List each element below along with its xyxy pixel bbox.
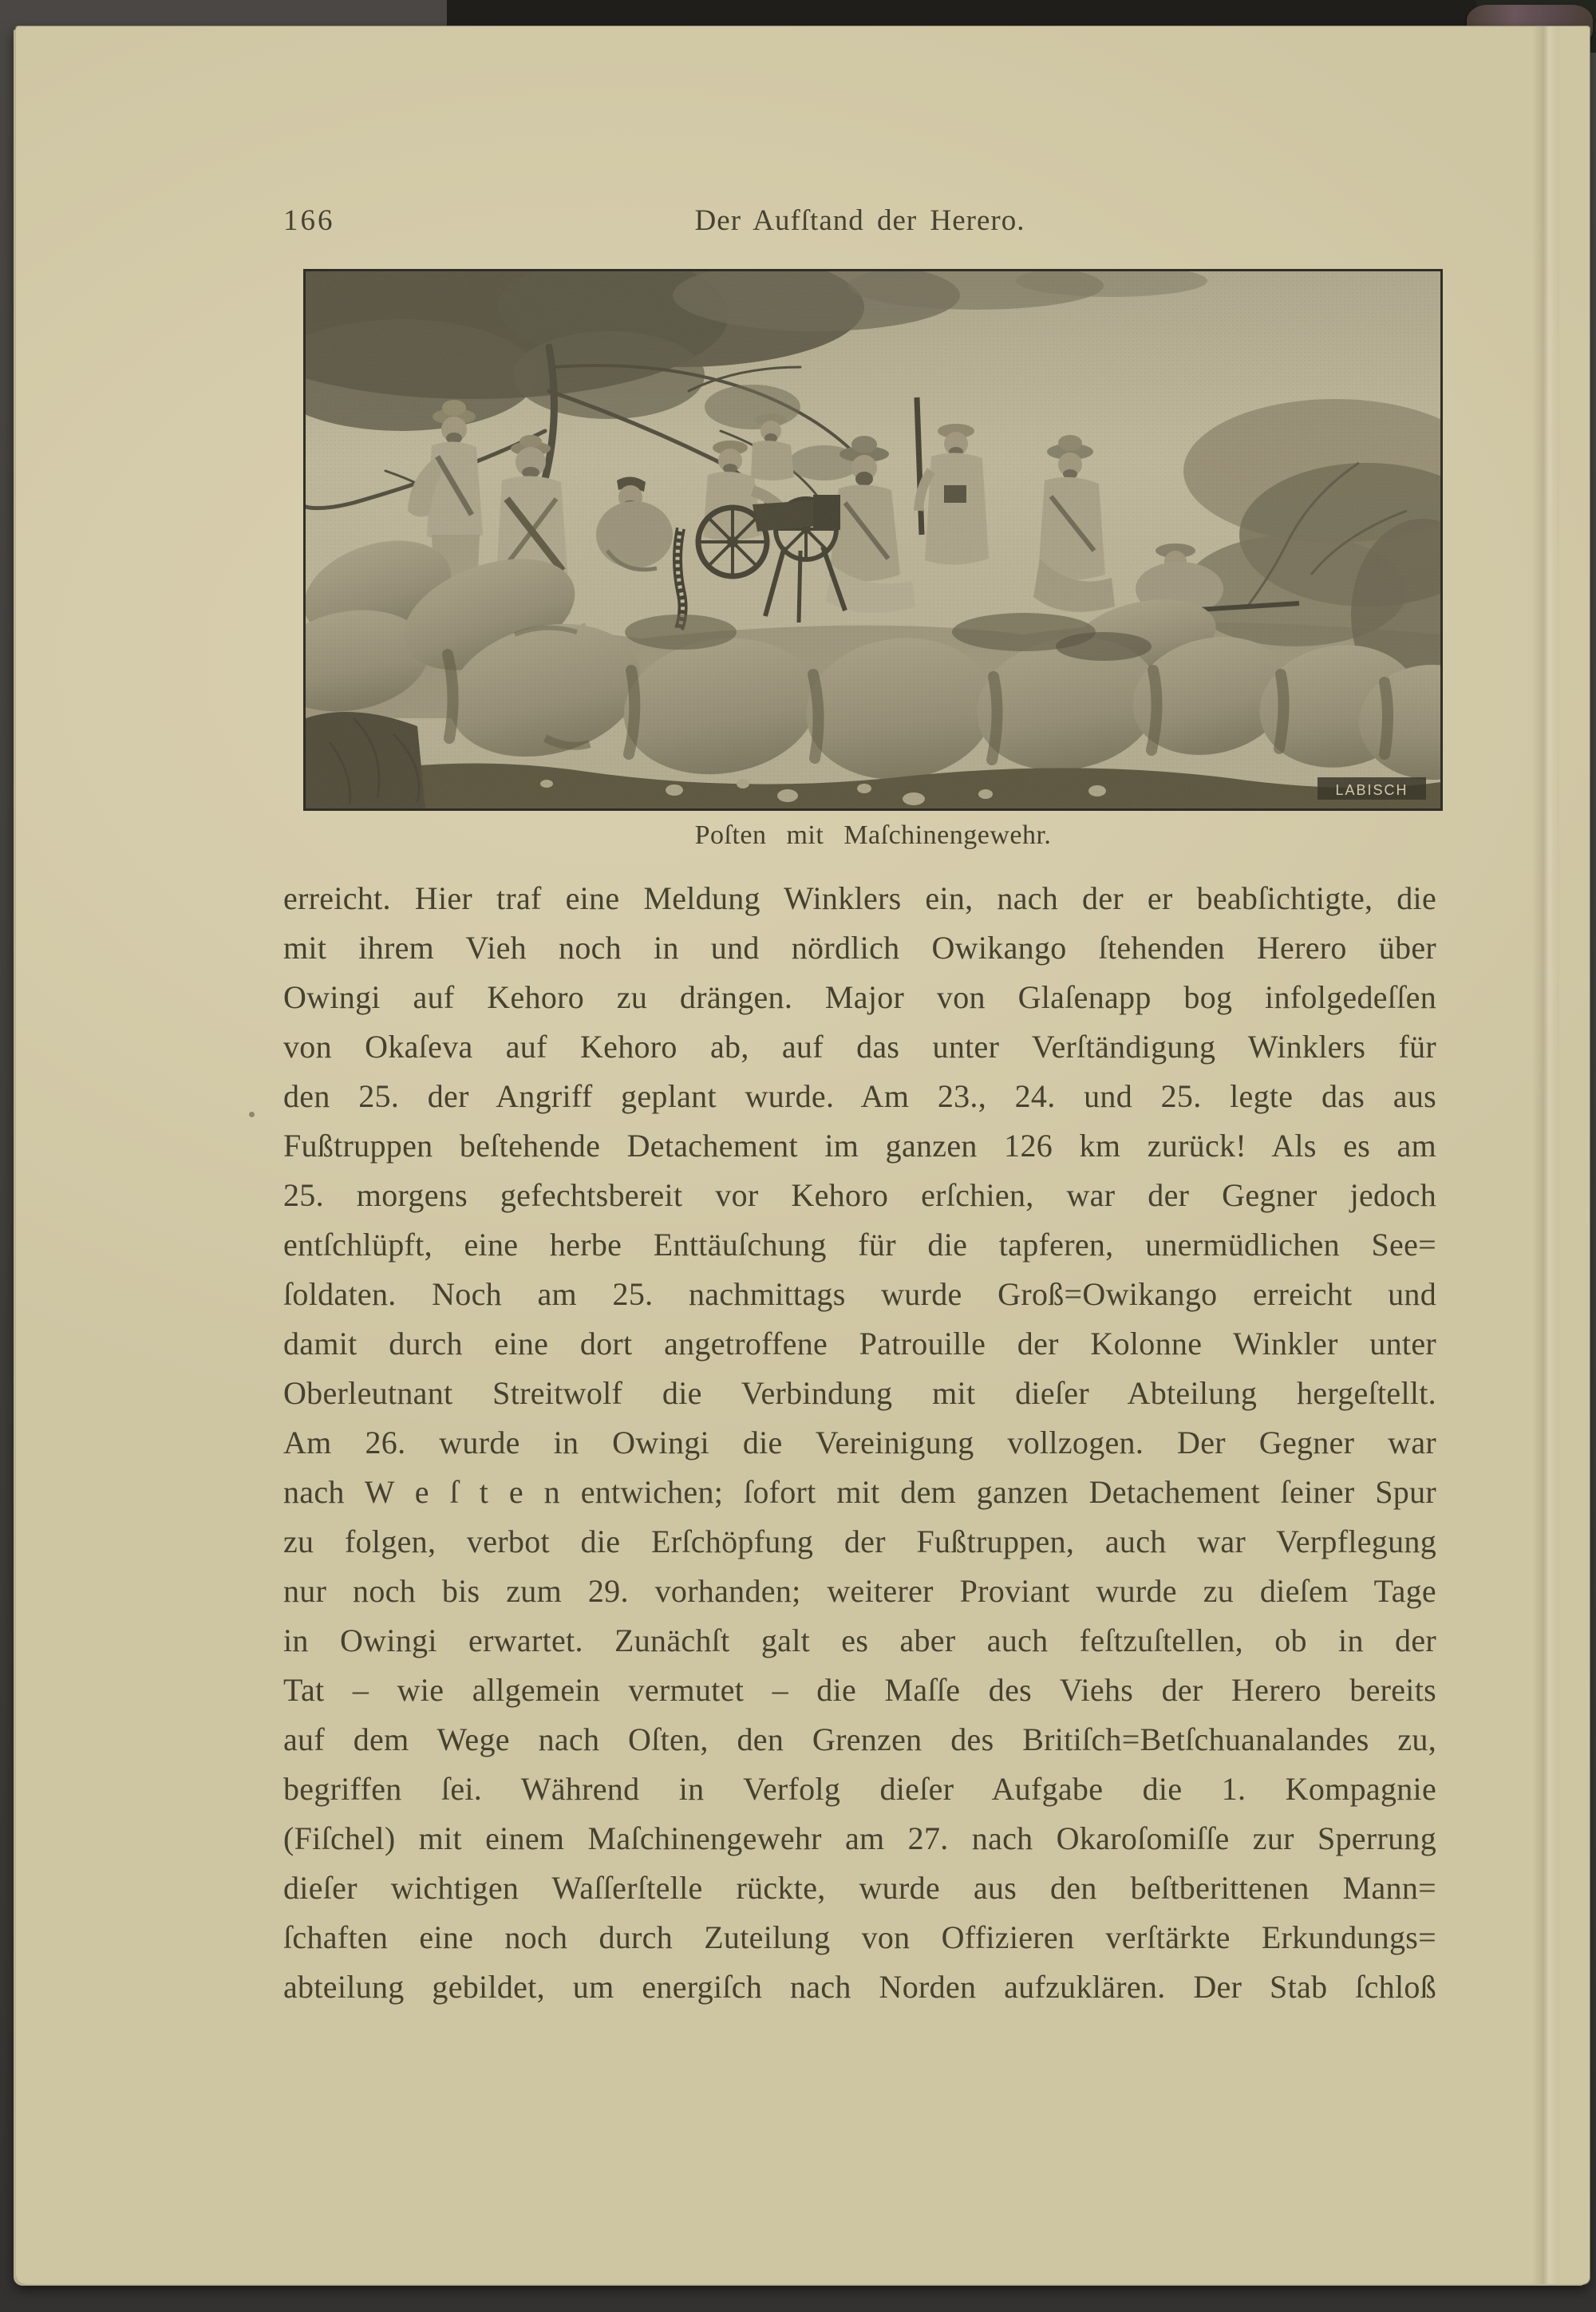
text-line: erreicht. Hier traf eine Meldung Winklers ein, nach der er beabſichtigte, die [283, 880, 1436, 916]
text-line: dieſer wichtigen Waſſerſtelle rückte, wurde aus den beſtberittenen Mann= [283, 1870, 1436, 1906]
text-line: zu folgen, verbot die Erſchöpfung der Fußtruppen, auch war Verpflegung [283, 1524, 1436, 1559]
text-line: damit durch eine dort angetroffene Patrouille der Kolonne Winkler unter [283, 1326, 1436, 1362]
page-crease [1532, 26, 1559, 2284]
text-line: begriffen ſei. Während in Verfolg dieſer Aufgabe die 1. Kompagnie [283, 1771, 1436, 1807]
text-line: in Owingi erwartet. Zunächſt galt es aber auch feſtzuſtellen, ob in der [283, 1622, 1436, 1658]
text-line: von Okaſeva auf Kehoro ab, auf das unter Verſtändigung Winklers für [283, 1029, 1436, 1065]
text-line: Oberleutnant Streitwolf die Verbindung mit dieſer Abteilung hergeſtellt. [283, 1375, 1436, 1411]
text-line: abteilung gebildet, um energiſch nach Norden aufzuklären. Der Stab ſchloß [283, 1969, 1436, 2005]
text-line: ſoldaten. Noch am 25. nachmittags wurde Groß=Owikango erreicht und [283, 1276, 1436, 1312]
text-line: Tat – wie allgemein vermutet – die Maſſe des Viehs der Herero bereits [283, 1672, 1436, 1708]
text-line: entſchlüpft, eine herbe Enttäuſchung für die tapferen, unermüdlichen See= [283, 1227, 1436, 1263]
photo-watermark: LABISCH [1335, 782, 1408, 798]
text-line: Owingi auf Kehoro zu drängen. Major von Glaſenapp bog infolgedeſſen [283, 979, 1436, 1015]
text-line: nach W e ſ t e n entwichen; ſofort mit dem ganzen Detachement ſeiner Spur [283, 1474, 1436, 1510]
text-line: (Fiſchel) mit einem Maſchinengewehr am 27. nach Okaroſomiſſe zur Sperrung [283, 1820, 1436, 1856]
photo-caption: Poſten mit Maſchinengewehr. [694, 820, 1052, 850]
body-text [283, 874, 1436, 2012]
text-line: ſchaften eine noch durch Zuteilung von Offizieren verſtärkte Erkundungs= [283, 1919, 1436, 1955]
text-line: Fußtruppen beſtehende Detachement im ganzen 126 km zurück! Als es am [283, 1128, 1436, 1164]
text-line: Am 26. wurde in Owingi die Vereinigung vollzogen. Der Gegner war [283, 1425, 1436, 1460]
posten-photo [303, 269, 1443, 811]
paper-speck [249, 1112, 255, 1117]
running-title: Der Aufſtand der Herero. [694, 204, 1025, 237]
text-line: mit ihrem Vieh noch in und nördlich Owikango ſtehenden Herero über [283, 930, 1436, 966]
book-page [16, 26, 1590, 2284]
text-line: nur noch bis zum 29. vorhanden; weiterer Proviant wurde zu dieſem Tage [283, 1573, 1436, 1609]
text-line: auf dem Wege nach Oſten, den Grenzen des Britiſch=Betſchuanalandes zu, [283, 1721, 1436, 1757]
text-line: 25. morgens gefechtsbereit vor Kehoro erſchien, war der Gegner jedoch [283, 1177, 1436, 1213]
page-number: 166 [283, 204, 335, 237]
posten-photo-illustration [306, 271, 1440, 808]
text-line: den 25. der Angriff geplant wurde. Am 23., 24. und 25. legte das aus [283, 1078, 1436, 1114]
